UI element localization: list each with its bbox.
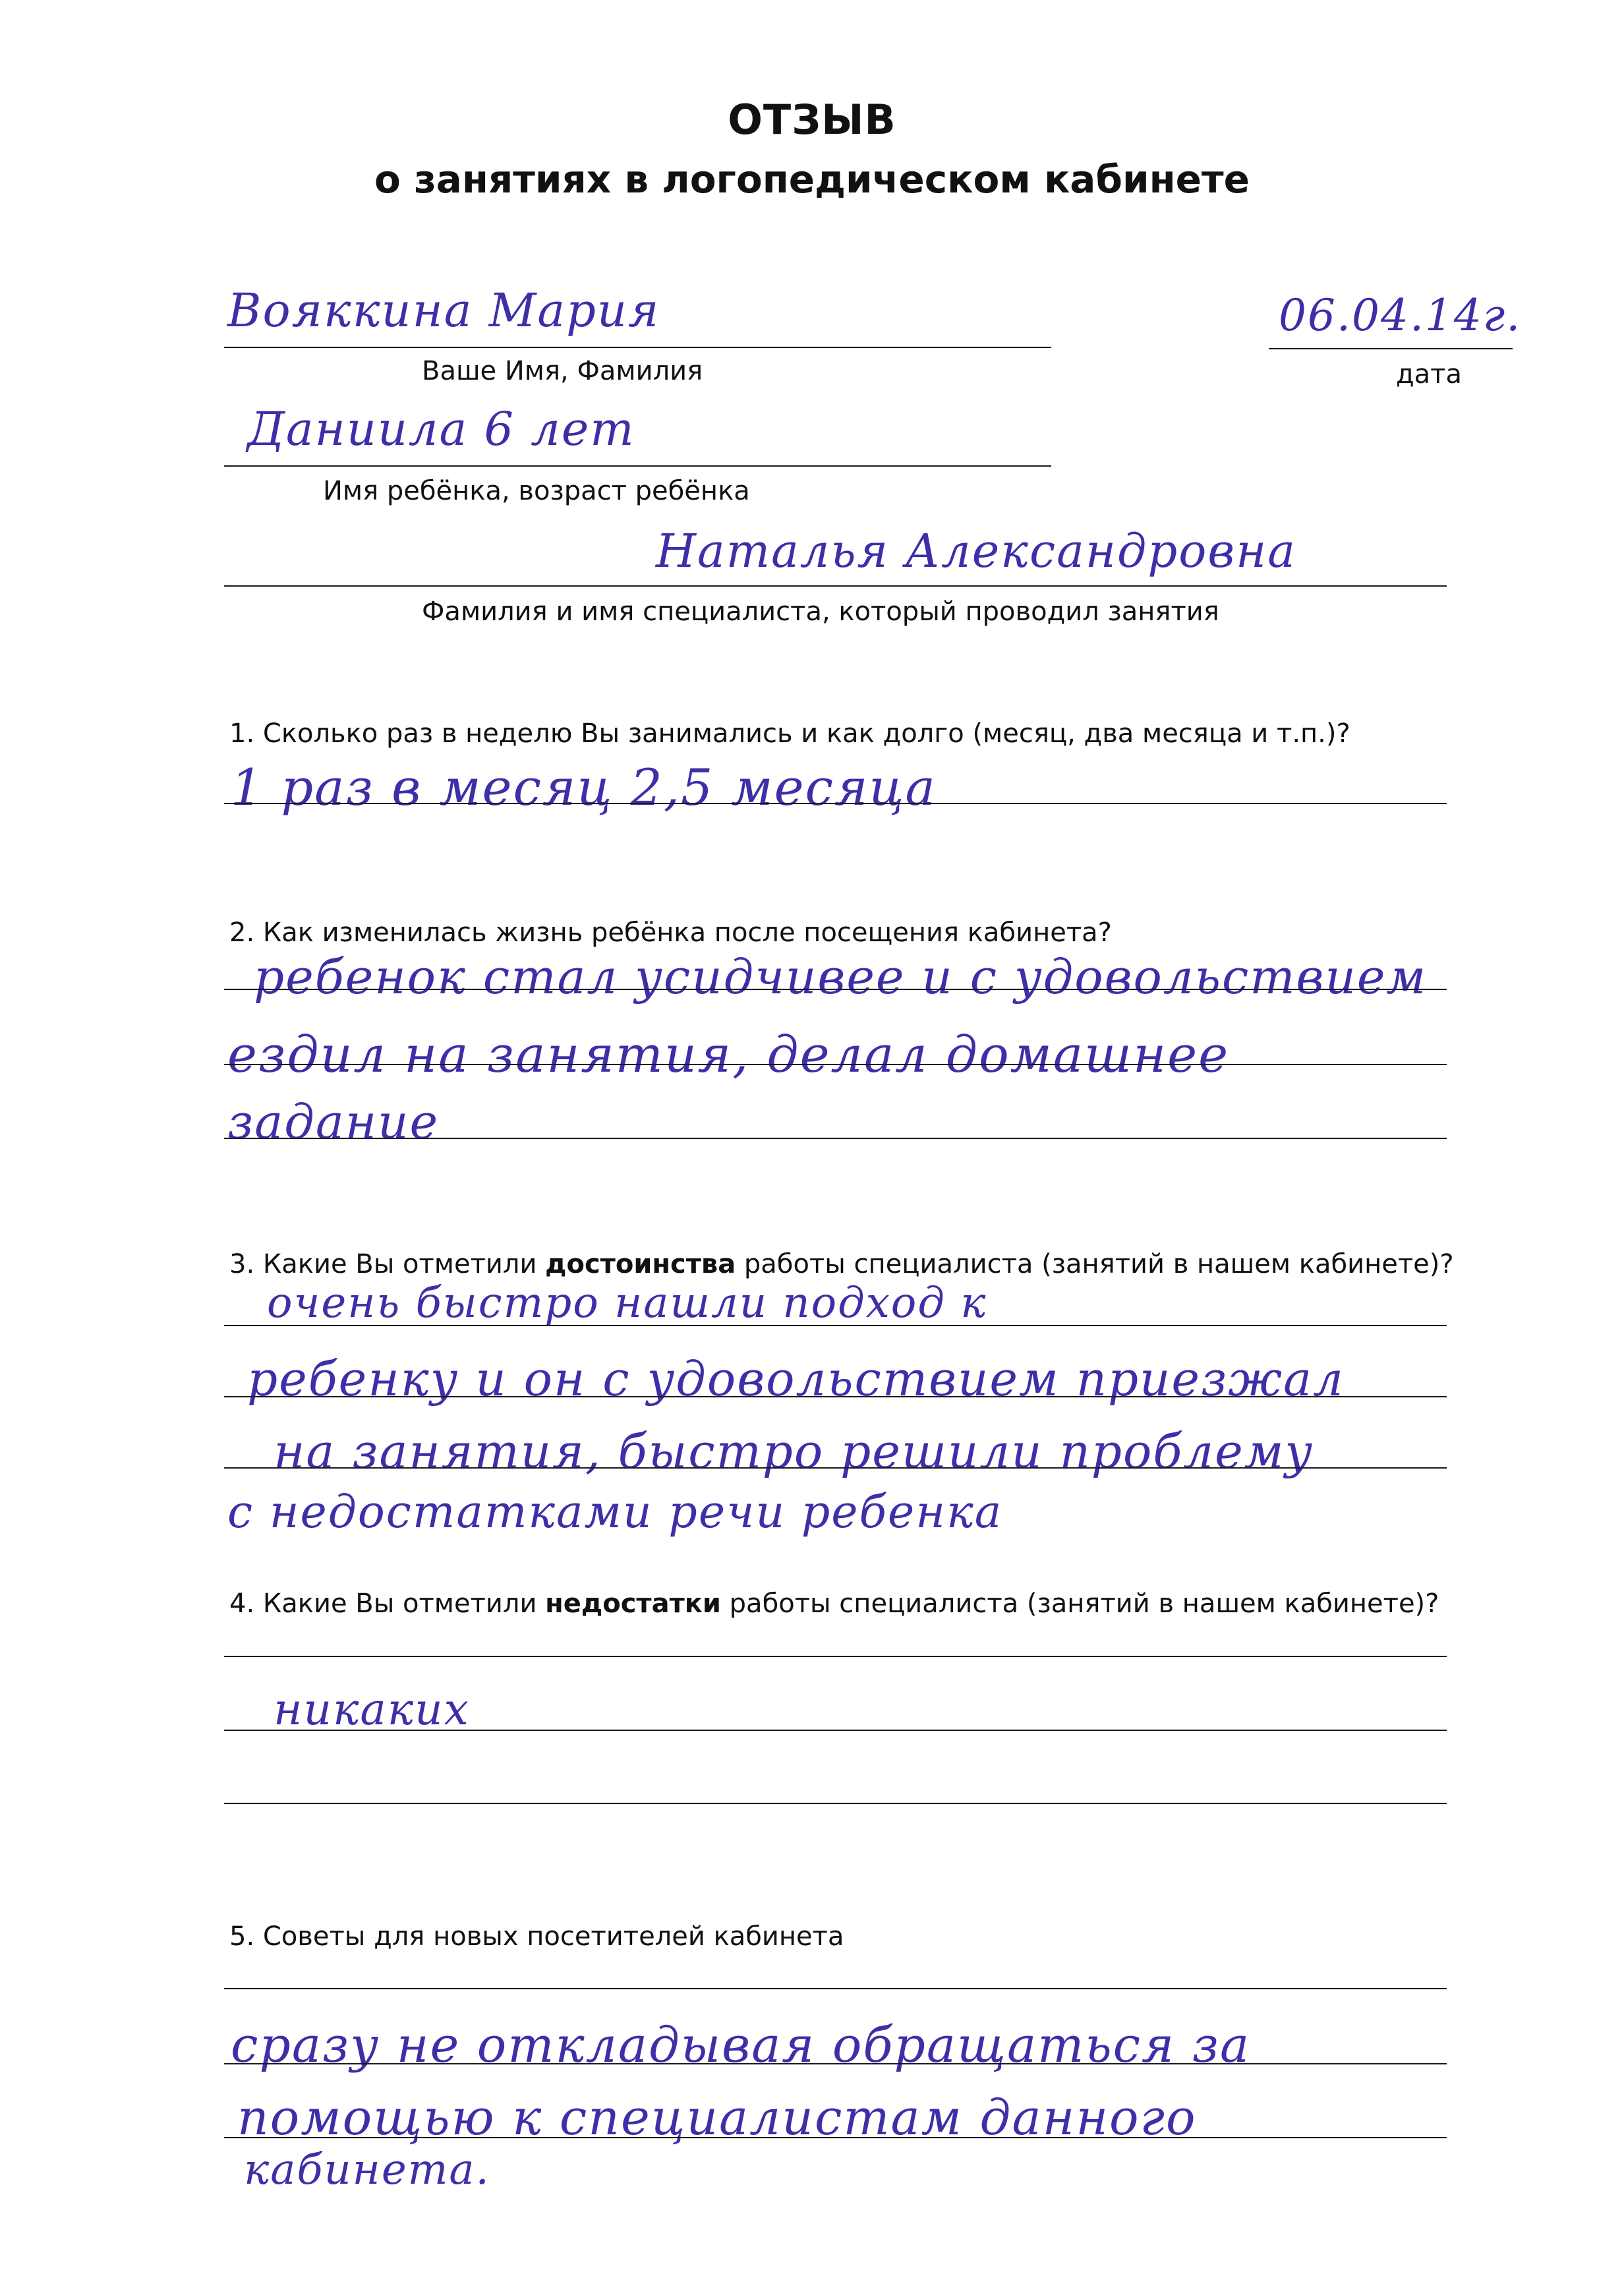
question-4-suffix: работы специалиста (занятий в нашем кабинете)? bbox=[720, 1589, 1439, 1619]
question-1-text: Сколько раз в неделю Вы занимались и как долго (месяц, два месяца и т.п.)? bbox=[262, 718, 1350, 749]
answer-4-line-1: никаких bbox=[274, 1684, 470, 1735]
answer-5-line-1: сразу не откладывая обращаться за bbox=[231, 2017, 1251, 2074]
answer-5-rule-1 bbox=[224, 1988, 1447, 1989]
parent-name-line bbox=[224, 347, 1051, 348]
parent-name-value: Вояккина Мария bbox=[227, 283, 660, 337]
answer-5-line-2: помощью к специалистам данного bbox=[237, 2089, 1197, 2146]
question-3-prefix: Какие Вы отметили bbox=[262, 1249, 546, 1279]
answer-3-rule-2 bbox=[224, 1396, 1447, 1397]
question-4-bold: недостатки bbox=[545, 1589, 721, 1619]
specialist-line bbox=[224, 585, 1447, 587]
specialist-label: Фамилия и имя специалиста, который проводил занятия bbox=[422, 597, 1219, 627]
child-value: Даниила 6 лет bbox=[247, 402, 635, 456]
question-4-number: 4. bbox=[229, 1589, 255, 1619]
answer-2-rule-2 bbox=[224, 1064, 1447, 1065]
answer-4-rule-2 bbox=[224, 1730, 1447, 1731]
question-2-number: 2. bbox=[229, 918, 255, 948]
question-3-number: 3. bbox=[229, 1249, 255, 1279]
answer-3-line-3: на занятия, быстро решили проблему bbox=[274, 1424, 1314, 1479]
question-3-bold: достоинства bbox=[545, 1249, 736, 1279]
answer-5-rule-2 bbox=[224, 2063, 1447, 2064]
question-2 bbox=[229, 918, 1112, 948]
question-5-text: Советы для новых посетителей кабинета bbox=[262, 1921, 844, 1952]
answer-3-line-4: с недостатками речи ребенка bbox=[227, 1486, 1003, 1538]
answer-4-rule-1 bbox=[224, 1656, 1447, 1657]
answer-5-rule-3 bbox=[224, 2137, 1447, 2138]
answer-2-line-1: ребенок стал усидчивее и с удовольствием bbox=[254, 949, 1428, 1005]
answer-1-line-1: 1 раз в месяц 2,5 месяца bbox=[231, 758, 937, 817]
date-line bbox=[1269, 348, 1513, 349]
question-2-text: Как изменилась жизнь ребёнка после посещения кабинета? bbox=[262, 918, 1112, 948]
answer-2-line-2: ездил на занятия, делал домашнее bbox=[227, 1025, 1230, 1084]
answer-1-rule-1 bbox=[224, 803, 1447, 804]
child-line bbox=[224, 465, 1051, 467]
child-label: Имя ребёнка, возраст ребёнка bbox=[323, 476, 750, 506]
answer-2-rule-3 bbox=[224, 1138, 1447, 1139]
question-3 bbox=[229, 1249, 1454, 1279]
question-4 bbox=[229, 1589, 1439, 1619]
question-4-prefix: Какие Вы отметили bbox=[262, 1589, 546, 1619]
answer-2-rule-1 bbox=[224, 989, 1447, 990]
answer-5-line-3: кабинета. bbox=[244, 2146, 490, 2194]
form-subtitle: о занятиях в логопедическом кабинете bbox=[374, 157, 1250, 202]
question-1-number: 1. bbox=[229, 718, 255, 749]
parent-name-label: Ваше Имя, Фамилия bbox=[422, 356, 703, 386]
answer-2-line-3: задание bbox=[227, 1094, 440, 1150]
form-title: ОТЗЫВ bbox=[728, 96, 896, 144]
question-3-suffix: работы специалиста (занятий в нашем кабинете)? bbox=[736, 1249, 1454, 1279]
question-5 bbox=[229, 1921, 844, 1952]
date-value: 06.04.14г. bbox=[1279, 290, 1522, 341]
answer-3-line-2: ребенку и он с удовольствием приезжал bbox=[247, 1351, 1345, 1407]
question-1 bbox=[229, 718, 1350, 749]
question-5-number: 5. bbox=[229, 1921, 255, 1952]
answer-3-line-1: очень быстро нашли подход к bbox=[267, 1279, 987, 1328]
answer-3-rule-1 bbox=[224, 1325, 1447, 1326]
answer-4-rule-3 bbox=[224, 1803, 1447, 1804]
specialist-value: Наталья Александровна bbox=[656, 524, 1296, 578]
date-label: дата bbox=[1396, 359, 1462, 390]
answer-3-rule-3 bbox=[224, 1467, 1447, 1469]
